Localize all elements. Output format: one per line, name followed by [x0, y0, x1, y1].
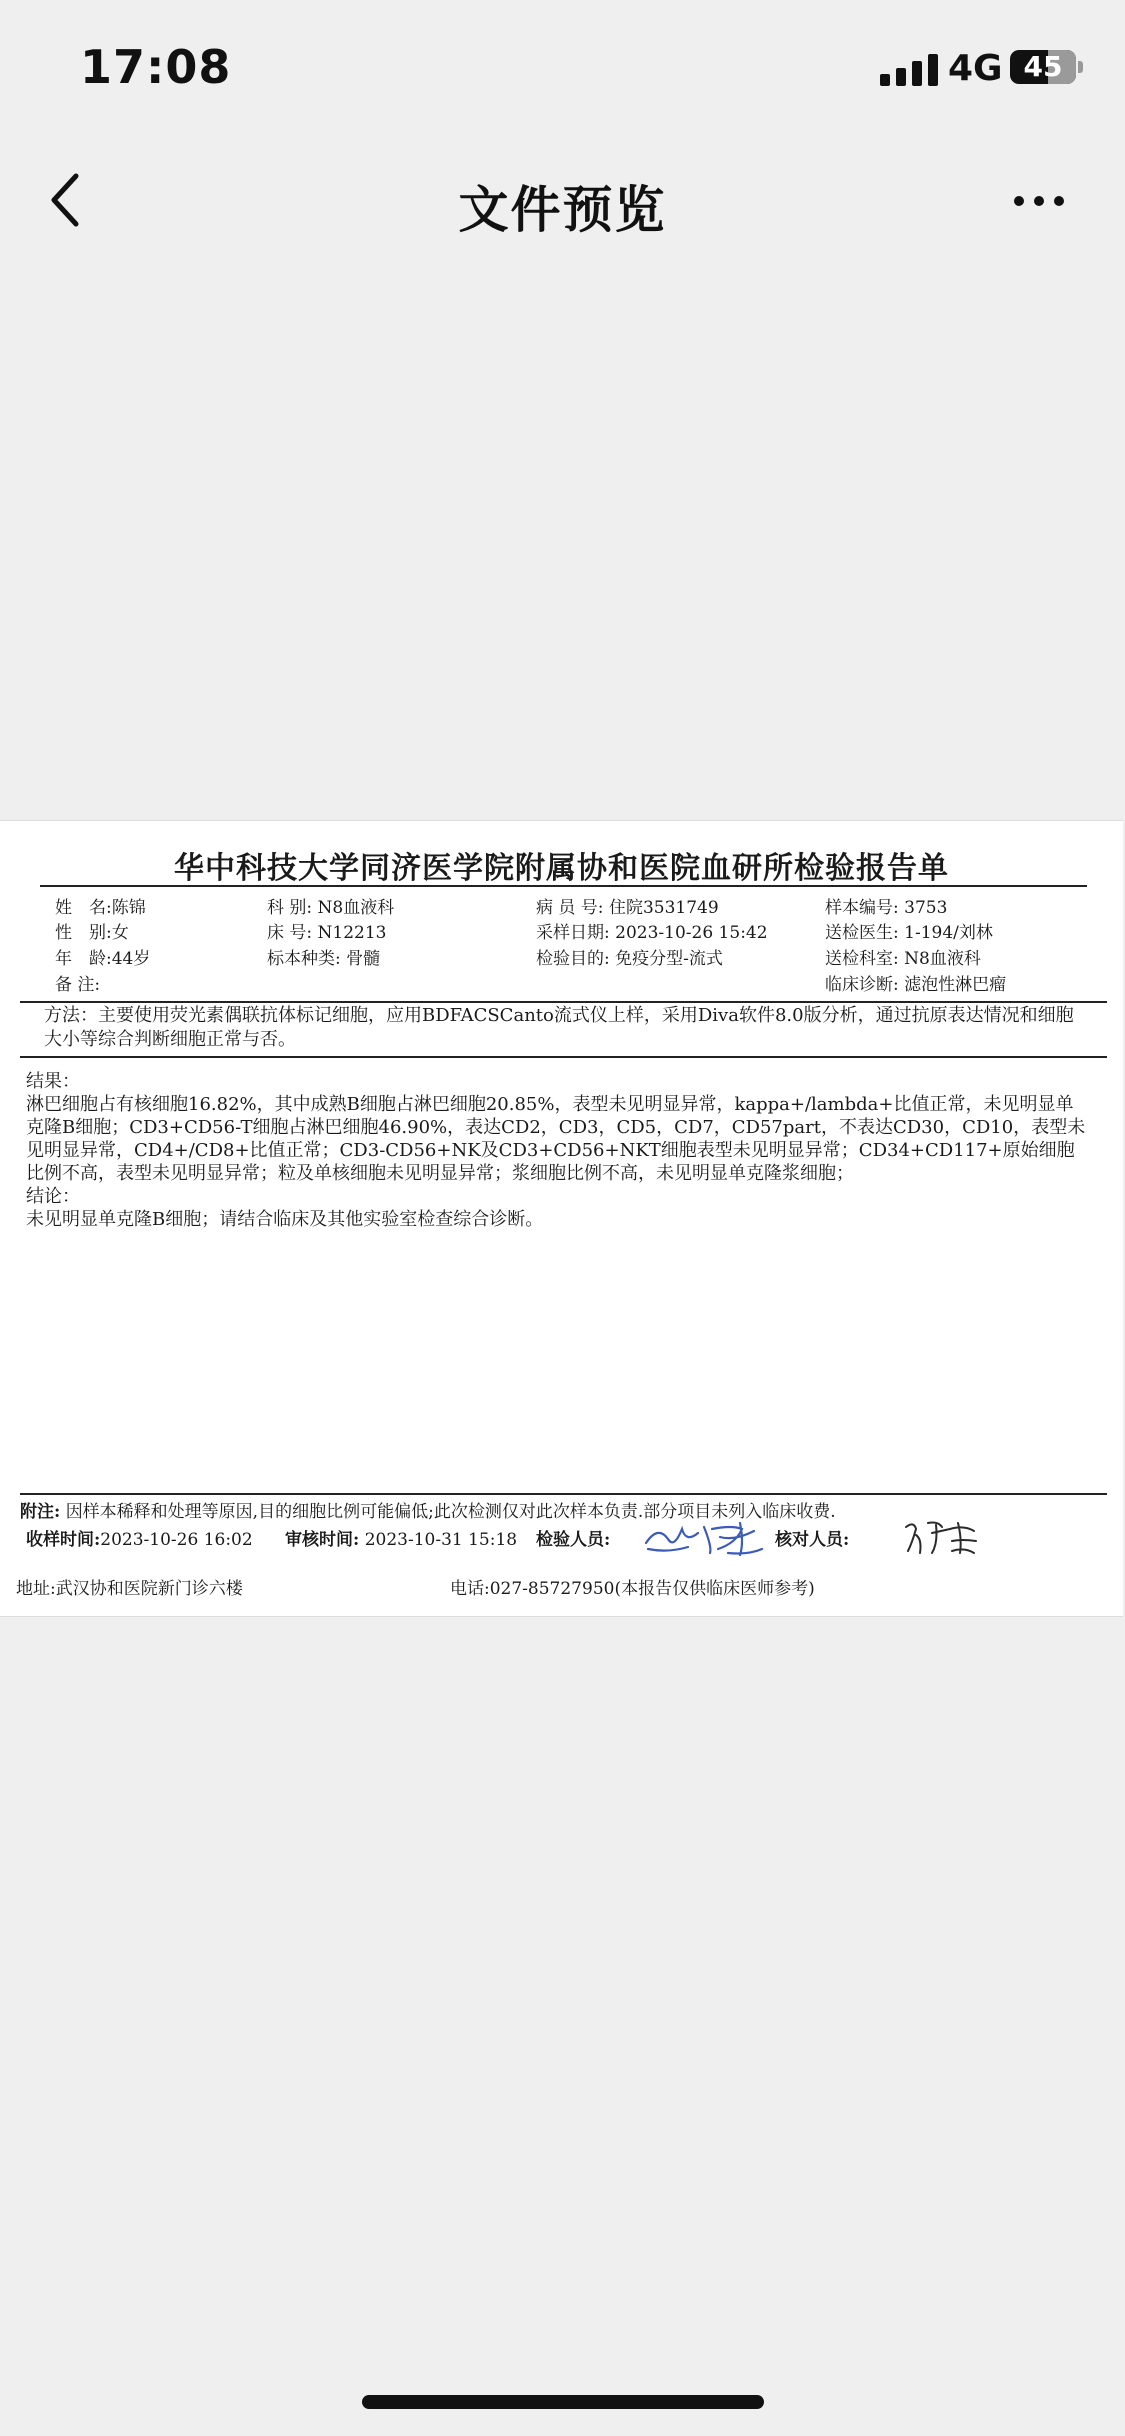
- footer-divider: [20, 1493, 1107, 1495]
- remarks-field: 备 注:: [55, 975, 101, 995]
- age-field: 年 龄:44岁: [55, 949, 151, 969]
- info-divider: [20, 1001, 1107, 1003]
- sending-dept-field: 送检科室: N8血液科: [825, 949, 981, 969]
- network-type: 4G: [948, 48, 1003, 89]
- battery-level: 45: [1023, 50, 1063, 83]
- status-bar: [0, 0, 1125, 135]
- patient-id-field: 病 员 号: 住院3531749: [536, 898, 719, 918]
- checker-field: 核对人员:: [775, 1530, 850, 1550]
- review-time-field: 审核时间: 2023-10-31 15:18: [285, 1530, 518, 1550]
- results-section: [26, 1070, 1086, 1231]
- cellular-signal-icon: [880, 54, 938, 86]
- navigation-bar: [0, 140, 1125, 260]
- sampling-date-field: 采样日期: 2023-10-26 15:42: [536, 923, 768, 943]
- tester-signature-image: [640, 1513, 770, 1561]
- phone-text: 电话:027-85727950(本报告仅供临床医师参考): [450, 1579, 815, 1599]
- name-field: 姓 名:陈锦: [55, 898, 146, 918]
- specimen-type-field: 标本种类: 骨髓: [267, 949, 381, 969]
- report-title: 华中科技大学同济医学院附属协和医院血研所检验报告单: [174, 851, 949, 886]
- battery-icon: [1010, 50, 1076, 84]
- department-field: 科 别: N8血液科: [267, 898, 395, 918]
- more-button[interactable]: [1010, 180, 1070, 220]
- diagnosis-field: 临床诊断: 滤泡性淋巴瘤: [825, 975, 1007, 995]
- checker-signature-image: [902, 1515, 984, 1559]
- bed-field: 床 号: N12213: [267, 923, 387, 943]
- document-preview[interactable]: [0, 820, 1123, 1617]
- note-text: 因样本稀释和处理等原因,目的细胞比例可能偏低;此次检测仅对此次样本负责.部分项目未列入临床收费.: [65, 1502, 836, 1522]
- method-text: 方法：主要使用荧光素偶联抗体标记细胞，应用BDFACSCanto流式仪上样，采用Diva软件8.0版分析，通过抗原表达情况和细胞大小等综合判断细胞正常与否。: [44, 1005, 1074, 1050]
- address-text: 地址:武汉协和医院新门诊六楼: [16, 1579, 243, 1599]
- page-title: 文件预览: [458, 181, 667, 239]
- conclusion-label: 结论：: [26, 1186, 80, 1207]
- status-time: 17:08: [80, 40, 232, 94]
- home-indicator[interactable]: [362, 2395, 764, 2409]
- title-divider: [40, 885, 1087, 887]
- battery-tip: [1078, 61, 1083, 73]
- doctor-field: 送检医生: 1-194/刘林: [825, 923, 993, 943]
- method-divider: [20, 1056, 1107, 1058]
- conclusion-text: 未见明显单克隆B细胞；请结合临床及其他实验室检查综合诊断。: [26, 1209, 544, 1230]
- sample-id-field: 样本编号: 3753: [825, 898, 948, 918]
- receive-time-field: 收样时间:2023-10-26 16:02: [26, 1530, 253, 1550]
- result-text: 淋巴细胞占有核细胞16.82%，其中成熟B细胞占淋巴细胞20.85%，表型未见明显异常，kappa+/lambda+比值正常，未见明显单克隆B细胞；CD3+CD56-T细胞占淋巴细胞46.90%，表达CD2，CD3，CD5，CD7，CD57part，不表达CD30，CD10，表型未见明显异常，CD4+/CD8+比值正常；CD3-CD56+NK及CD3+CD56+NKT细胞表型未见明显异常；CD34+CD117+原始细胞比例不高，表型未见明显异常；粒及单核细胞未见明显异常；浆细胞比例不高，未见明显单克隆浆细胞；: [26, 1094, 1086, 1184]
- gender-field: 性 别:女: [55, 923, 129, 943]
- note-label: 附注:: [20, 1502, 61, 1522]
- result-label: 结果：: [26, 1071, 80, 1092]
- test-purpose-field: 检验目的: 免疫分型-流式: [536, 949, 723, 969]
- tester-field: 检验人员:: [536, 1530, 611, 1550]
